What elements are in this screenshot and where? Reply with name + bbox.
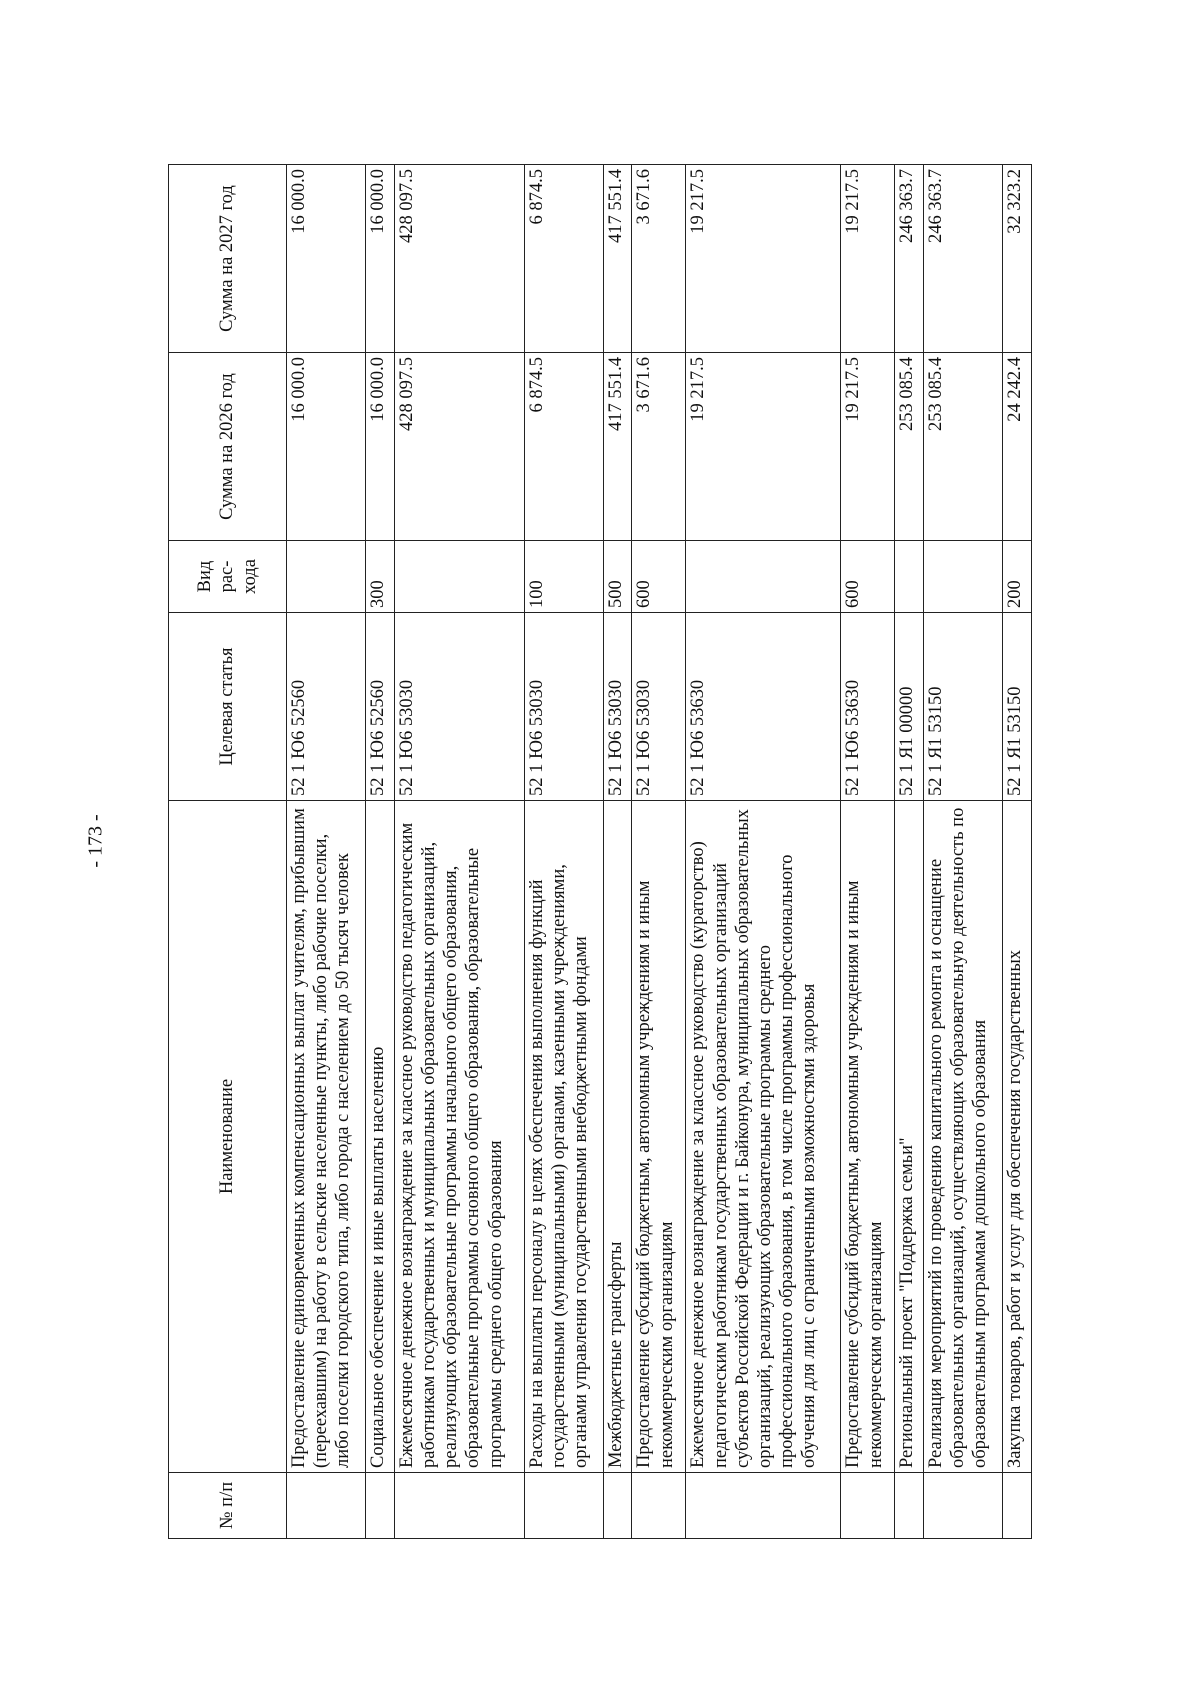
cell-vid: 100 (524, 541, 603, 613)
cell-sum-2026: 24 242.4 (1003, 353, 1032, 541)
cell-sum-2027: 19 217.5 (686, 165, 841, 353)
cell-code: 52 1 Ю6 53030 (524, 613, 603, 801)
cell-name: Расходы на выплаты персоналу в целях обеспечения выполнения функций государственными (муниципальными) органами, казенными учреждениями, органами управления государственными внебюджетными фондами (524, 801, 603, 1473)
cell-num (632, 1473, 686, 1539)
table-row (603, 165, 632, 1539)
cell-code: 52 1 Ю6 52560 (287, 613, 366, 801)
table-row (841, 165, 895, 1539)
cell-code: 52 1 Я1 00000 (895, 613, 924, 801)
table-row (524, 165, 603, 1539)
cell-vid: 500 (603, 541, 632, 613)
cell-vid (394, 541, 524, 613)
cell-num (924, 1473, 1003, 1539)
cell-vid (686, 541, 841, 613)
cell-sum-2026: 6 874.5 (524, 353, 603, 541)
cell-num (287, 1473, 366, 1539)
cell-num (394, 1473, 524, 1539)
cell-name: Реализация мероприятий по проведению капитального ремонта и оснащение образовательных организаций, осуществляющих образовательную деятельность по образовательным программам дошкольного образования (924, 801, 1003, 1473)
cell-sum-2027: 16 000.0 (287, 165, 366, 353)
cell-vid (895, 541, 924, 613)
table-row (287, 165, 366, 1539)
cell-sum-2027: 32 323.2 (1003, 165, 1032, 353)
cell-name: Закупка товаров, работ и услуг для обеспечения государственных (1003, 801, 1032, 1473)
table-header-row (169, 165, 287, 1539)
table-row (924, 165, 1003, 1539)
cell-sum-2027: 428 097.5 (394, 165, 524, 353)
cell-name: Предоставление единовременных компенсационных выплат учителям, прибывшим (переехавшим) на работу в сельские населенные пункты, либо рабочие поселки, либо поселки городского типа, либо города с населением до 50 тысяч человек (287, 801, 366, 1473)
cell-sum-2027: 6 874.5 (524, 165, 603, 353)
cell-sum-2027: 246 363.7 (924, 165, 1003, 353)
header-vid: Вид рас-хода (169, 541, 287, 613)
cell-code: 52 1 Ю6 53630 (841, 613, 895, 801)
cell-num (366, 1473, 395, 1539)
cell-code: 52 1 Я1 53150 (924, 613, 1003, 801)
table-row (895, 165, 924, 1539)
table-row (366, 165, 395, 1539)
header-sum-2026: Сумма на 2026 год (169, 353, 287, 541)
cell-vid (924, 541, 1003, 613)
cell-num (1003, 1473, 1032, 1539)
cell-code: 52 1 Ю6 53630 (686, 613, 841, 801)
cell-code: 52 1 Ю6 53030 (394, 613, 524, 801)
cell-sum-2027: 417 551.4 (603, 165, 632, 353)
header-code: Целевая статья (169, 613, 287, 801)
cell-vid: 600 (632, 541, 686, 613)
cell-code: 52 1 Ю6 53030 (632, 613, 686, 801)
cell-sum-2026: 19 217.5 (686, 353, 841, 541)
cell-num (603, 1473, 632, 1539)
cell-num (841, 1473, 895, 1539)
table-row (686, 165, 841, 1539)
cell-code: 52 1 Я1 53150 (1003, 613, 1032, 801)
cell-sum-2027: 246 363.7 (895, 165, 924, 353)
rotated-table-container (168, 165, 1032, 1539)
cell-name: Межбюджетные трансферты (603, 801, 632, 1473)
table-row (1003, 165, 1032, 1539)
cell-name: Социальное обеспечение и иные выплаты населению (366, 801, 395, 1473)
table-row (632, 165, 686, 1539)
cell-vid (287, 541, 366, 613)
header-num: № п/п (169, 1473, 287, 1539)
budget-table (168, 164, 1032, 1539)
cell-sum-2026: 417 551.4 (603, 353, 632, 541)
header-sum-2027: Сумма на 2027 год (169, 165, 287, 353)
cell-vid: 200 (1003, 541, 1032, 613)
page-number: - 173 - (84, 814, 107, 868)
cell-name: Региональный проект "Поддержка семьи" (895, 801, 924, 1473)
cell-vid: 600 (841, 541, 895, 613)
cell-sum-2026: 253 085.4 (895, 353, 924, 541)
cell-sum-2026: 16 000.0 (366, 353, 395, 541)
cell-sum-2026: 16 000.0 (287, 353, 366, 541)
cell-code: 52 1 Ю6 53030 (603, 613, 632, 801)
cell-name: Предоставление субсидий бюджетным, автономным учреждениям и иным некоммерческим организациям (632, 801, 686, 1473)
cell-name: Предоставление субсидий бюджетным, автономным учреждениям и иным некоммерческим организациям (841, 801, 895, 1473)
cell-num (895, 1473, 924, 1539)
cell-vid: 300 (366, 541, 395, 613)
cell-sum-2026: 19 217.5 (841, 353, 895, 541)
cell-sum-2027: 16 000.0 (366, 165, 395, 353)
cell-num (686, 1473, 841, 1539)
cell-sum-2027: 3 671.6 (632, 165, 686, 353)
cell-sum-2026: 428 097.5 (394, 353, 524, 541)
cell-sum-2027: 19 217.5 (841, 165, 895, 353)
cell-code: 52 1 Ю6 52560 (366, 613, 395, 801)
table-row (394, 165, 524, 1539)
cell-sum-2026: 3 671.6 (632, 353, 686, 541)
cell-num (524, 1473, 603, 1539)
cell-name: Ежемесячное денежное вознаграждение за классное руководство педагогическим работникам государственных и муниципальных образовательных организаций, реализующих образовательные программы начального общего образования, образовательные программы основного общего образования, образовательные программы среднего общего образования (394, 801, 524, 1473)
cell-name: Ежемесячное денежное вознаграждение за классное руководство (кураторство) педагогическим работникам государственных образовательных организаций субъектов Российской Федерации и г. Байконура, муниципальных образовательных организаций, реализующих образовательные программы среднего профессионального образования, в том числе программы профессионального обучения для лиц с ограниченными возможностями здоровья (686, 801, 841, 1473)
cell-sum-2026: 253 085.4 (924, 353, 1003, 541)
header-name: Наименование (169, 801, 287, 1473)
